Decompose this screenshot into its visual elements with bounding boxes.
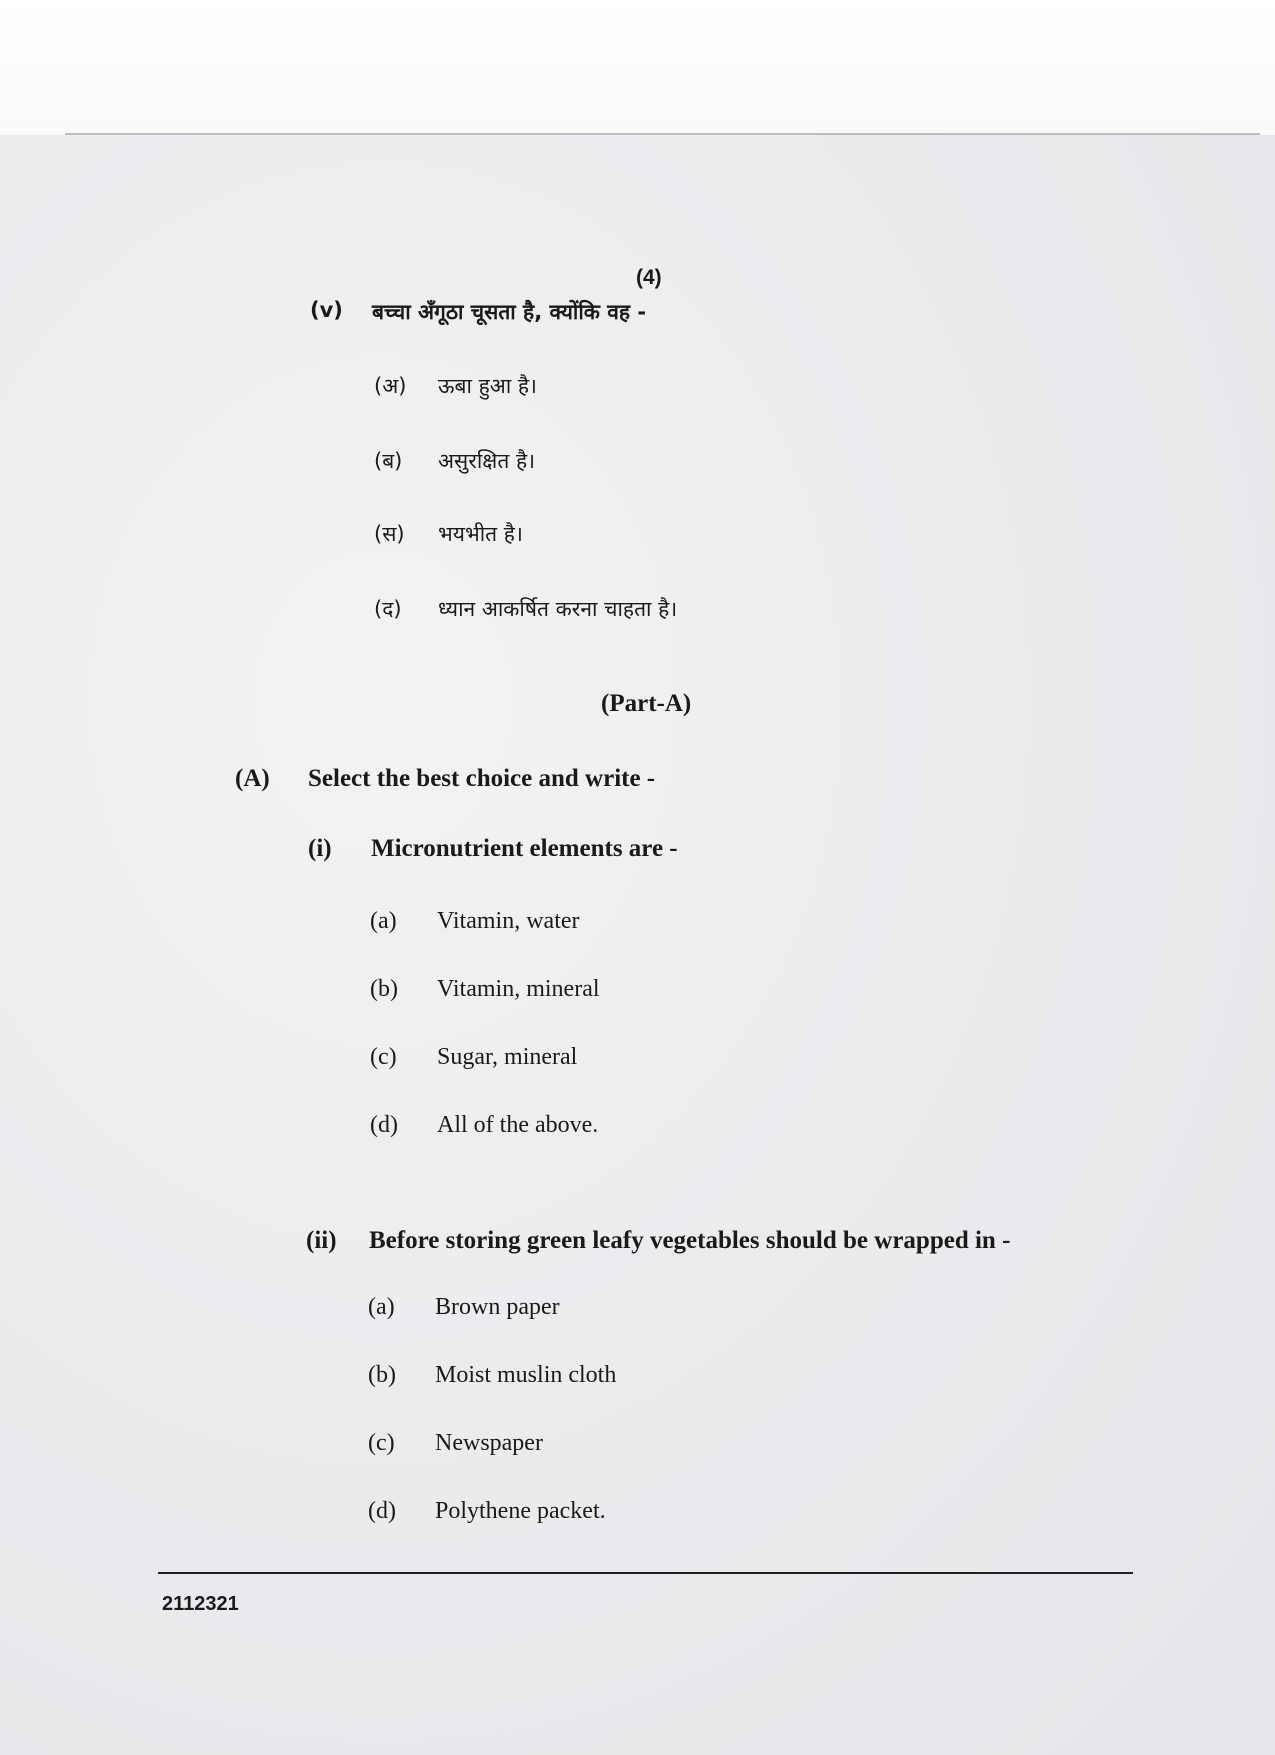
question-number: (ii) <box>306 1227 337 1254</box>
option-text: Vitamin, water <box>437 908 580 934</box>
option-label: (b) <box>368 1362 396 1388</box>
question-text: Before storing green leafy vegetables should be wrapped in - <box>369 1227 1011 1254</box>
option-label: (d) <box>370 1112 398 1138</box>
option-label: (a) <box>370 908 397 934</box>
hindi-option-label: (अ) <box>374 374 407 398</box>
paper-edge <box>65 133 1260 135</box>
hindi-option-text: ध्यान आकर्षित करना चाहता है। <box>438 597 678 621</box>
option-label: (b) <box>370 976 398 1002</box>
question-text: Micronutrient elements are - <box>371 835 678 862</box>
option-text: Polythene packet. <box>435 1498 606 1524</box>
option-text: Brown paper <box>435 1294 560 1320</box>
option-label: (a) <box>368 1294 395 1320</box>
footer-rule <box>158 1572 1133 1574</box>
hindi-question-number: (v) <box>310 298 343 322</box>
hindi-option-label: (ब) <box>374 449 403 473</box>
hindi-option-label: (द) <box>374 597 402 621</box>
section-label: (A) <box>235 765 270 792</box>
option-label: (c) <box>368 1430 395 1456</box>
option-label: (d) <box>368 1498 396 1524</box>
hindi-option-text: ऊबा हुआ है। <box>438 374 537 398</box>
hindi-option-text: असुरक्षित है। <box>438 449 536 473</box>
option-text: Moist muslin cloth <box>435 1362 617 1388</box>
part-title: (Part-A) <box>601 690 692 717</box>
option-text: Vitamin, mineral <box>437 976 600 1002</box>
hindi-question-text: बच्चा अँगूठा चूसता है, क्योंकि वह - <box>372 300 647 324</box>
option-text: Sugar, mineral <box>437 1044 578 1070</box>
option-label: (c) <box>370 1044 397 1070</box>
question-number: (i) <box>308 835 332 862</box>
scan-margin <box>0 0 1275 135</box>
option-text: All of the above. <box>437 1112 599 1138</box>
section-instruction: Select the best choice and write - <box>308 765 656 792</box>
page-number: (4) <box>636 266 662 289</box>
paper-code: 2112321 <box>162 1593 239 1615</box>
hindi-option-text: भयभीत है। <box>438 522 523 546</box>
hindi-option-label: (स) <box>374 522 405 546</box>
option-text: Newspaper <box>435 1430 543 1456</box>
